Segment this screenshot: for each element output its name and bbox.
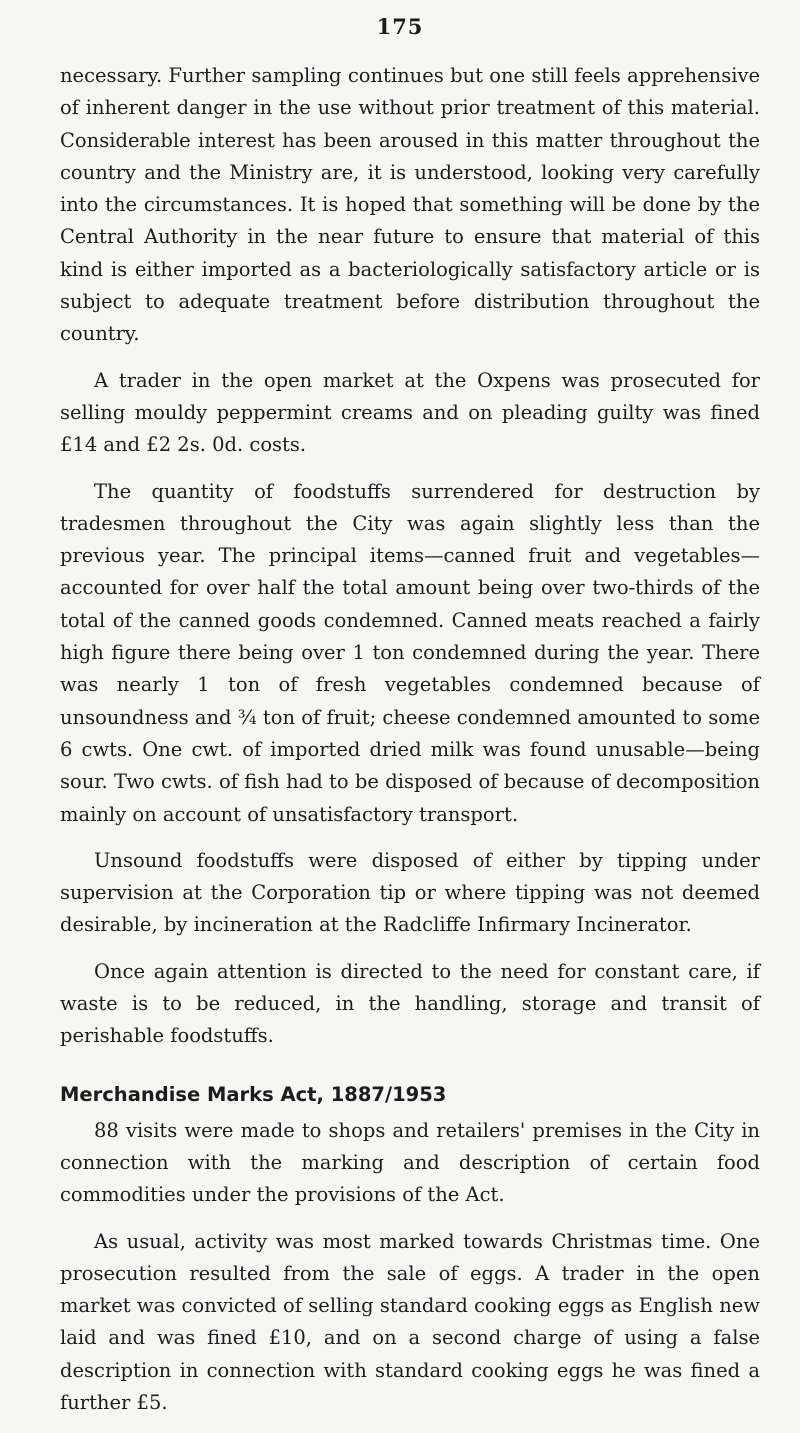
section-heading-merchandise-marks: Merchandise Marks Act, 1887/1953	[60, 1082, 447, 1106]
paragraph-sampling: necessary. Further sampling continues but one still feels apprehensive of inherent danger in the use without prior treatment of this material. Considerable interest has been aroused in this matter throughout the country and the Ministry are, it is understood, looking very carefully into the circumstances. It is hoped that something will be done by the Central Authority in the near future to ensure that material of this kind is either imported as a bacteriologically satisfactory article or is subject to adequate treatment before distribution throughout the country.	[60, 64, 760, 346]
paragraph-visits: 88 visits were made to shops and retailers' premises in the City in connection with the marking and description of certain food commodities under the provisions of the Act.	[60, 1118, 760, 1207]
paragraph-foodstuffs-surrendered: The quantity of foodstuffs surrendered for destruction by tradesmen throughout the City was again slightly less than the previous year. The principal items—canned fruit and vegetables—accounted for over half the total amount being over two-thirds of the total of the canned goods condemned. Canned meats reached a fairly high figure there being over 1 ton condemned during the year. There was nearly 1 ton of fresh vegetables condemned because of unsoundness and ¾ ton of fruit; cheese condemned amounted to some 6 cwts. One cwt. of imported dried milk was found unusable—being sour. Two cwts. of fish had to be disposed of because of decomposition mainly on account of unsatisfactory transport.	[60, 479, 760, 826]
paragraph-disposal: Unsound foodstuffs were disposed of either by tipping under supervision at the Corporation tip or where tipping was not deemed desirable, by incineration at the Radcliffe Infirmary Incinerator.	[60, 848, 760, 937]
page-number: 175	[376, 14, 424, 39]
page-body	[60, 60, 760, 1433]
paragraph-constant-care: Once again attention is directed to the need for constant care, if waste is to be reduced, in the handling, storage and transit of perishable foodstuffs.	[60, 959, 760, 1048]
paragraph-prosecution-peppermint: A trader in the open market at the Oxpens was prosecuted for selling mouldy peppermint creams and on pleading guilty was fined £14 and £2 2s. 0d. costs.	[60, 368, 760, 457]
paragraph-christmas-eggs: As usual, activity was most marked towards Christmas time. One prosecution resulted from the sale of eggs. A trader in the open market was convicted of selling standard cooking eggs as English new laid and was fined £10, and on a second charge of using a false description in connection with standard cooking eggs he was fined a further £5.	[60, 1229, 760, 1414]
